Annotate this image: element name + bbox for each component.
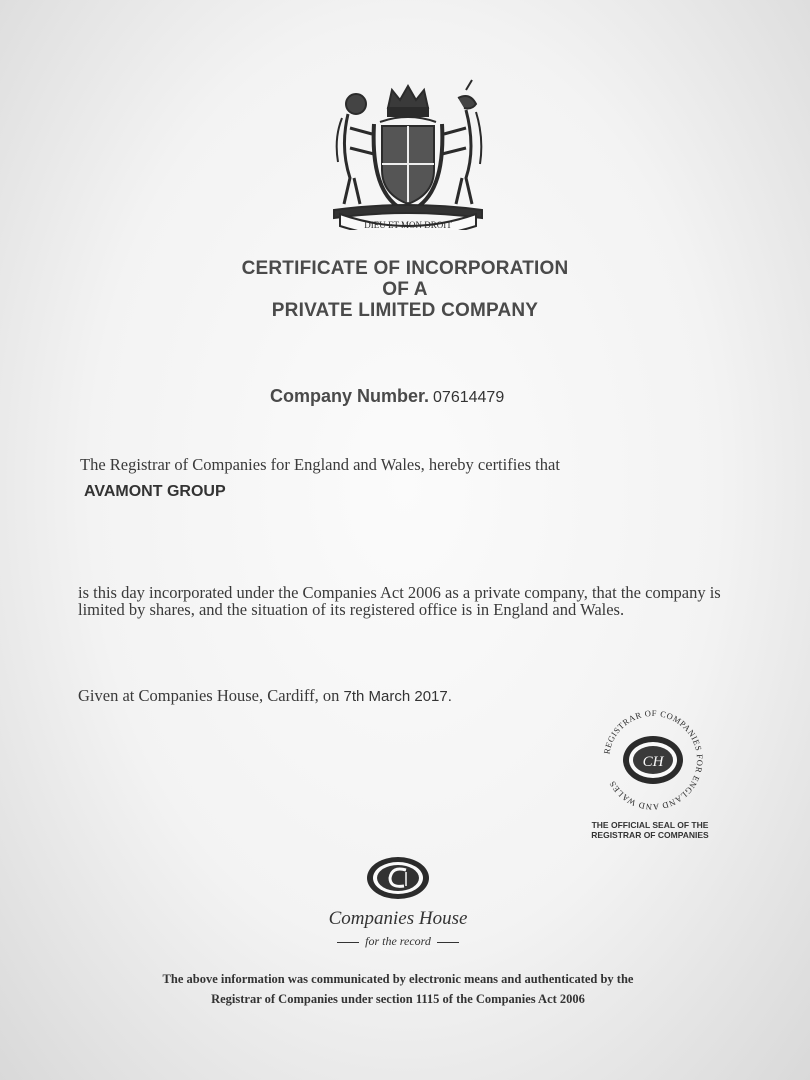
companies-house-tagline xyxy=(0,934,796,949)
certificate-title-line1: CERTIFICATE OF INCORPORATION xyxy=(241,258,569,279)
motto-text: DIEU ET MON DROIT xyxy=(364,220,452,230)
incorporation-statement: is this day incorporated under the Companies Act 2006 as a private company, that the company is limited by shares, and the situation of its registered office is in England and Wales. xyxy=(78,583,721,619)
company-number xyxy=(270,386,504,407)
company-name: AVAMONT GROUP xyxy=(84,483,226,500)
tagline-rule-left xyxy=(337,942,359,943)
tagline-rule-right xyxy=(437,942,459,943)
company-number-value: 07614479 xyxy=(433,389,505,406)
seal-caption xyxy=(560,820,740,840)
royal-coat-of-arms-emblem xyxy=(320,78,496,230)
seal-caption-line1: THE OFFICIAL SEAL OF THE xyxy=(591,820,709,830)
certifies-text: The Registrar of Companies for England and Wales, hereby certifies that xyxy=(80,455,560,474)
seal-monogram: CH xyxy=(642,754,664,770)
given-prefix: Given at Companies House, Cardiff, on xyxy=(78,686,340,705)
companies-house-name: Companies House xyxy=(328,908,468,929)
certificate-title-line2: OF A xyxy=(382,279,428,300)
companies-house-logo-icon xyxy=(366,856,430,900)
footer-line1: The above information was communicated by electronic means and authenticated by the xyxy=(162,972,634,986)
official-seal-icon xyxy=(595,702,711,818)
incorporation-date: 7th March 2017. xyxy=(343,688,452,705)
company-number-label: Company Number. xyxy=(270,386,430,406)
certificate-title-line3: PRIVATE LIMITED COMPANY xyxy=(271,300,539,321)
tagline-text: for the record xyxy=(365,934,431,948)
footer-line2: Registrar of Companies under section 1115 of the Companies Act 2006 xyxy=(211,992,585,1006)
given-statement xyxy=(78,686,452,706)
seal-ring-text: REGISTRAR OF COMPANIES FOR ENGLAND AND WALES xyxy=(601,707,706,813)
seal-caption-line2: REGISTRAR OF COMPANIES xyxy=(591,830,709,840)
